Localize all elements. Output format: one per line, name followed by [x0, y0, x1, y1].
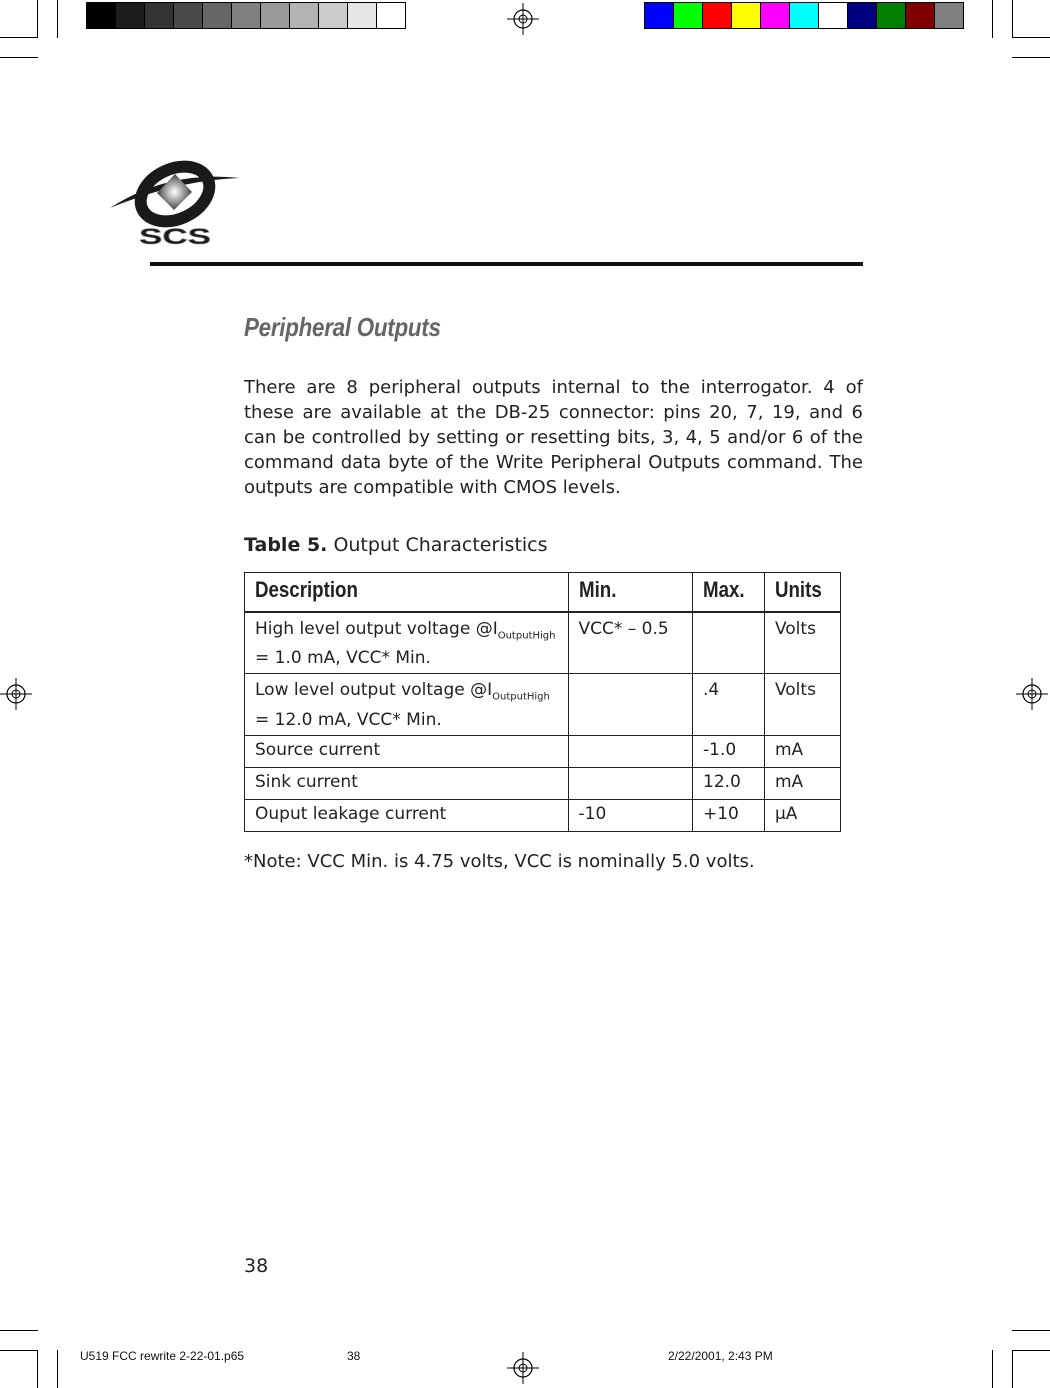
color-swatch: [173, 2, 203, 29]
color-swatch: [818, 2, 848, 29]
cell-max: -1.0: [693, 735, 765, 767]
registration-target-icon: [507, 1352, 539, 1384]
color-swatch: [144, 2, 174, 29]
output-characteristics-table: [244, 572, 841, 832]
scs-logo: [108, 158, 242, 250]
table-row: [245, 674, 841, 735]
column-header-min: Min.: [568, 573, 693, 613]
cell-description: Low level output voltage $@I_{OutputHigh}$ = 12.0 mA, VCC* Min.: [245, 674, 569, 735]
column-header-description: Description: [245, 573, 569, 613]
crop-mark: [1012, 0, 1013, 38]
registration-target-icon: [507, 3, 539, 35]
color-swatch: [86, 2, 116, 29]
cell-description: High level output voltage $@I_{OutputHigh}$ = 1.0 mA, VCC* Min.: [245, 612, 569, 674]
table-header-row: [245, 573, 841, 613]
cell-min: [568, 735, 693, 767]
cell-units: mA: [764, 767, 840, 799]
table-row: [245, 735, 841, 767]
registration-target-icon: [0, 678, 32, 710]
page-number: 38: [244, 1255, 269, 1277]
table-caption-label: Table 5.: [244, 534, 328, 556]
crop-mark: [57, 1350, 58, 1388]
cell-units: µA: [764, 799, 840, 831]
color-swatch: [260, 2, 290, 29]
crop-mark: [0, 1330, 38, 1331]
cell-description: Ouput leakage current: [245, 799, 569, 831]
color-swatch: [673, 2, 703, 29]
color-swatch: [644, 2, 674, 29]
color-swatch: [934, 2, 964, 29]
section-heading: Peripheral Outputs: [244, 312, 441, 342]
cell-max: 12.0: [693, 767, 765, 799]
cell-min: -10: [568, 799, 693, 831]
cell-max: [693, 612, 765, 674]
slug-filename: U519 FCC rewrite 2-22-01.p65: [80, 1349, 245, 1363]
cell-min: VCC* – 0.5: [568, 612, 693, 674]
crop-mark: [1012, 1330, 1050, 1331]
registration-target-icon: [1016, 678, 1048, 710]
cell-description: Source current: [245, 735, 569, 767]
cell-max: .4: [693, 674, 765, 735]
cell-description: Sink current: [245, 767, 569, 799]
color-swatch: [376, 2, 406, 29]
color-swatch: [789, 2, 819, 29]
table-row: [245, 799, 841, 831]
column-header-max: Max.: [693, 573, 765, 613]
table-row: [245, 767, 841, 799]
crop-mark: [1012, 37, 1050, 38]
cell-units: mA: [764, 735, 840, 767]
crop-mark: [37, 1350, 38, 1388]
table-caption-text: Output Characteristics: [333, 534, 548, 556]
crop-mark: [1012, 57, 1050, 58]
slug-date: 2/22/2001, 2:43 PM: [668, 1349, 773, 1363]
body-paragraph: There are 8 peripheral outputs internal to the interrogator. 4 of these are available at the DB-25 connector: pins 20, 7, 19, and 6 can be controlled by setting or resetting bits, 3, 4, 5 and/or 6 of the command data byte of the Write Peripheral Outputs command. The outputs are compatible with CMOS levels.: [244, 377, 863, 498]
crop-mark: [992, 1350, 993, 1388]
slug-page: 38: [347, 1349, 361, 1363]
cell-units: Volts: [764, 612, 840, 674]
color-swatch: [876, 2, 906, 29]
color-swatch: [847, 2, 877, 29]
footnote: *Note: VCC Min. is 4.75 volts, VCC is nominally 5.0 volts.: [244, 851, 755, 872]
cell-min: [568, 767, 693, 799]
color-swatch: [115, 2, 145, 29]
color-swatch: [702, 2, 732, 29]
crop-mark: [0, 1350, 38, 1351]
color-swatch: [289, 2, 319, 29]
color-swatch: [347, 2, 377, 29]
table-row: [245, 612, 841, 674]
cell-units: Volts: [764, 674, 840, 735]
crop-mark: [0, 37, 38, 38]
column-header-units: Units: [764, 573, 840, 613]
color-swatch: [202, 2, 232, 29]
color-swatch: [318, 2, 348, 29]
crop-mark: [1012, 1350, 1013, 1388]
svg-text:SCS: SCS: [139, 224, 211, 249]
cell-max: +10: [693, 799, 765, 831]
table-caption: [244, 534, 548, 556]
crop-mark: [992, 0, 993, 38]
cell-min: [568, 674, 693, 735]
color-swatch: [731, 2, 761, 29]
header-rule: [150, 262, 863, 266]
crop-mark: [37, 0, 38, 38]
crop-mark: [1012, 1350, 1050, 1351]
crop-mark: [0, 57, 38, 58]
crop-mark: [57, 0, 58, 38]
color-swatch: [905, 2, 935, 29]
color-swatch: [231, 2, 261, 29]
color-swatch: [760, 2, 790, 29]
